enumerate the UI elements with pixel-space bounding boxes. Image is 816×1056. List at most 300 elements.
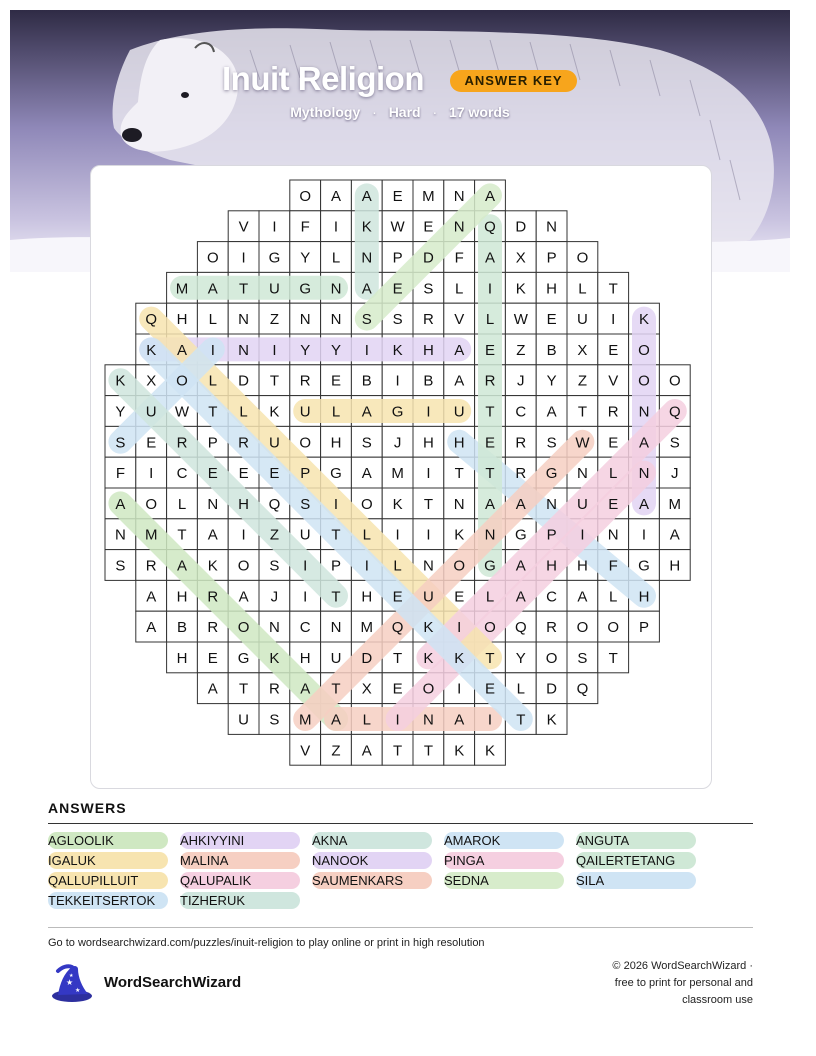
grid-letter: Q (668, 403, 681, 421)
grid-letter: H (546, 557, 558, 575)
grid-letter: A (484, 187, 496, 205)
grid-letter: J (671, 465, 679, 483)
grid-letter: M (391, 465, 404, 483)
grid-letter: T (608, 280, 618, 298)
grid-letter: I (395, 526, 400, 544)
grid-letter: E (392, 680, 403, 698)
grid-letter: A (115, 495, 126, 513)
grid-letter: N (638, 403, 650, 421)
grid-letter: X (577, 341, 588, 359)
grid-letter: T (577, 403, 587, 421)
grid-letter: N (484, 526, 496, 544)
grid-letter: R (299, 372, 311, 390)
grid-letter: E (392, 280, 403, 298)
grid-letter: N (330, 280, 342, 298)
grid-letter: L (516, 680, 525, 698)
grid-letter: I (303, 557, 308, 575)
grid-letter: A (515, 588, 526, 606)
grid-letter: H (422, 341, 434, 359)
answer-item (576, 872, 696, 889)
answer-item (576, 852, 696, 869)
answer-item (48, 872, 168, 889)
svg-text:★: ★ (75, 988, 81, 994)
grid-letter: L (362, 711, 371, 729)
grid-letter: L (609, 465, 618, 483)
grid-letter: X (515, 249, 526, 267)
grid-letter: K (454, 742, 465, 760)
grid-letter: U (422, 588, 434, 606)
grid-letter: T (485, 465, 495, 483)
grid-letter: I (149, 465, 154, 483)
grid-letter: A (330, 187, 342, 205)
grid-letter: M (360, 619, 374, 637)
answer-word: QALUPALIK (180, 873, 252, 888)
grid-letter: O (299, 434, 312, 452)
grid-letter: N (453, 187, 465, 205)
grid-letter: M (298, 711, 312, 729)
grid-letter: B (546, 341, 557, 359)
grid-letter: G (514, 526, 527, 544)
grid-letter: J (393, 434, 402, 452)
grid-letter: O (299, 187, 312, 205)
grid-letter: A (146, 588, 157, 606)
grid-letter: E (484, 680, 496, 698)
grid-letter: H (176, 649, 188, 667)
grid-letter: T (393, 742, 403, 760)
grid-letter: A (515, 557, 526, 575)
answer-item (48, 892, 168, 909)
grid-letter: N (330, 619, 342, 637)
grid-letter: Y (515, 649, 526, 667)
footer-divider (48, 927, 753, 928)
answer-word: TIZHERUK (180, 893, 245, 908)
grid-letter: T (331, 526, 341, 544)
grid-letter: B (176, 619, 188, 637)
grid-letter: T (177, 526, 187, 544)
grid-letter: A (207, 526, 218, 544)
answer-item (312, 852, 432, 869)
grid-letter: D (546, 680, 558, 698)
grid-letter: G (545, 465, 558, 483)
grid-letter: P (546, 526, 557, 544)
grid-letter: I (641, 526, 647, 544)
grid-letter: I (426, 526, 431, 544)
grid-letter: H (638, 588, 650, 606)
grid-letter: P (300, 465, 311, 483)
grid-letter: R (176, 434, 188, 452)
answer-word: AMAROK (444, 833, 501, 848)
grid-letter: O (145, 495, 158, 513)
footer-link[interactable]: Go to wordsearchwizard.com/puzzles/inuit-religion to play online or print in high resolution (48, 937, 485, 949)
grid-letter: E (392, 588, 403, 606)
grid-letter: U (268, 434, 280, 452)
answer-item (180, 852, 300, 869)
grid-letter: S (269, 557, 280, 575)
grid-letter: T (239, 680, 249, 698)
grid-letter: E (484, 341, 496, 359)
difficulty-label: Hard (388, 104, 421, 120)
answer-word: QALLUPILLUIT (48, 873, 139, 888)
answer-word: PINGA (444, 853, 485, 868)
grid-letter: S (115, 434, 126, 452)
grid-letter: N (422, 557, 434, 575)
grid-letter: A (484, 249, 496, 267)
grid-letter: E (608, 434, 619, 452)
grid-letter: E (454, 588, 465, 606)
grid-letter: A (330, 711, 342, 729)
grid-letter: S (300, 495, 311, 513)
grid-letter: N (607, 526, 619, 544)
grid-letter: O (576, 619, 589, 637)
grid-letter: I (487, 280, 493, 298)
grid-letter: D (238, 372, 250, 390)
grid-letter: U (238, 711, 250, 729)
grid-letter: Y (300, 249, 311, 267)
grid-letter: L (331, 249, 341, 267)
copyright-line: © 2026 WordSearchWizard · (612, 960, 753, 972)
grid-letter: U (330, 649, 342, 667)
answer-word: AHKIYYINI (180, 833, 245, 848)
grid-letter: S (361, 434, 372, 452)
grid-letter: S (269, 711, 280, 729)
grid-letter: N (546, 495, 558, 513)
grid-letter: A (238, 588, 249, 606)
grid-letter: H (576, 557, 588, 575)
grid-letter: K (361, 218, 372, 236)
grid-letter: T (331, 588, 341, 606)
grid-letter: R (145, 557, 157, 575)
grid-letter: R (238, 434, 250, 452)
grid-letter: L (485, 588, 495, 606)
grid-letter: U (576, 495, 588, 513)
grid-letter: R (515, 465, 527, 483)
grid-letter: K (638, 311, 650, 329)
grid-letter: A (638, 495, 650, 513)
grid-letter: N (576, 465, 588, 483)
grid-letter: F (115, 465, 125, 483)
grid-letter: T (393, 649, 403, 667)
answers-heading: ANSWERS (48, 800, 127, 816)
grid-letter: O (576, 249, 589, 267)
grid-letter: I (487, 711, 493, 729)
grid-letter: Z (516, 341, 526, 359)
grid-letter: K (454, 526, 465, 544)
grid-letter: Z (269, 311, 279, 329)
grid-letter: O (453, 557, 466, 575)
copyright (553, 958, 753, 1009)
grid-letter: E (423, 218, 434, 236)
grid-letter: R (607, 403, 619, 421)
grid-letter: C (299, 619, 311, 637)
grid-letter: B (361, 372, 372, 390)
grid-letter: H (546, 280, 558, 298)
grid-letter: N (207, 495, 219, 513)
grid-letter: E (608, 495, 619, 513)
grid-letter: V (300, 742, 311, 760)
grid-letter: A (146, 619, 157, 637)
answer-word: ANGUTA (576, 833, 630, 848)
grid-letter: A (361, 742, 372, 760)
grid-letter: A (361, 280, 372, 298)
grid-letter: G (330, 465, 342, 483)
grid-letter: Q (391, 619, 404, 637)
answer-item (180, 872, 300, 889)
answer-item (444, 852, 564, 869)
grid-letter: E (330, 372, 342, 390)
grid-letter: A (454, 372, 465, 390)
answer-item (48, 852, 168, 869)
answer-word: QAILERTETANG (576, 853, 676, 868)
grid-letter: O (237, 557, 250, 575)
grid-letter: O (638, 341, 650, 359)
grid-letter: E (207, 649, 218, 667)
grid-letter: S (361, 311, 372, 329)
grid-letter: N (299, 311, 311, 329)
grid-letter: R (207, 619, 219, 637)
grid-letter: I (241, 526, 246, 544)
answer-item (312, 832, 432, 849)
grid-letter: A (176, 557, 188, 575)
grid-letter: Z (331, 742, 341, 760)
category-label: Mythology (290, 104, 361, 120)
grid-letter: Q (576, 680, 589, 698)
answer-word: MALINA (180, 853, 229, 868)
grid-letter: X (361, 680, 372, 698)
grid-letter: H (176, 311, 188, 329)
word-count-label: 17 words (449, 104, 510, 120)
answer-word: SEDNA (444, 873, 489, 888)
grid-letter: H (669, 557, 681, 575)
grid-letter: T (516, 711, 526, 729)
answer-item (180, 832, 300, 849)
grid-letter: K (423, 649, 434, 667)
grid-letter: E (608, 341, 619, 359)
grid-letter: U (576, 311, 588, 329)
grid-letter: Z (577, 372, 587, 390)
grid-letter: Y (115, 403, 126, 421)
grid-letter: V (238, 218, 249, 236)
grid-letter: I (457, 680, 462, 698)
grid-letter: R (207, 588, 219, 606)
wizard-hat-icon (48, 963, 94, 1005)
grid-letter: O (484, 619, 496, 637)
grid-letter: N (453, 218, 465, 236)
answer-word: NANOOK (312, 853, 369, 868)
grid-letter: A (484, 495, 496, 513)
grid-letter: K (515, 280, 526, 298)
grid-letter: Q (514, 619, 527, 637)
grid-letter: P (392, 249, 403, 267)
grid-letter: H (422, 434, 434, 452)
brand-name: WordSearchWizard (104, 974, 242, 991)
svg-text:★: ★ (69, 973, 74, 979)
grid-letter: I (426, 465, 431, 483)
answer-item (444, 872, 564, 889)
grid-letter: R (268, 680, 280, 698)
grid-letter: G (237, 649, 250, 667)
grid-letter: L (578, 280, 587, 298)
grid-letter: I (241, 249, 246, 267)
answer-item (180, 892, 300, 909)
grid-letter: I (272, 341, 277, 359)
grid-letter: C (176, 465, 188, 483)
grid-letter: W (390, 218, 405, 236)
grid-letter: N (238, 311, 250, 329)
grid-letter: E (484, 434, 496, 452)
answer-word: AKNA (312, 833, 348, 848)
grid-letter: Q (145, 311, 158, 329)
grid-letter: O (668, 372, 681, 390)
grid-letter: R (484, 372, 496, 390)
grid-letter: L (239, 403, 248, 421)
grid-letter: A (176, 341, 188, 359)
grid-letter: A (515, 495, 526, 513)
grid-letter: K (484, 742, 496, 760)
grid-letter: S (115, 557, 126, 575)
grid-letter: N (453, 495, 465, 513)
grid-letter: E (238, 465, 249, 483)
grid-letter: U (299, 403, 311, 421)
grid-letter: O (545, 649, 558, 667)
grid-letter: I (303, 588, 308, 606)
answer-word: SAUMENKARS (312, 873, 404, 888)
grid-letter: K (454, 649, 465, 667)
grid-letter: K (269, 403, 280, 421)
grid-letter: Q (484, 218, 496, 236)
grid-letter: S (577, 649, 588, 667)
grid-letter: T (331, 680, 341, 698)
grid-letter: L (177, 495, 187, 513)
grid-letter: X (146, 372, 157, 390)
grid-letter: O (206, 249, 219, 267)
grid-letter: N (268, 619, 280, 637)
grid-letter: M (144, 526, 158, 544)
answer-key-badge: ANSWER KEY (450, 70, 577, 92)
grid-letter: I (395, 711, 400, 729)
answers-divider (48, 823, 753, 824)
grid-letter: Y (546, 372, 557, 390)
grid-letter: H (453, 434, 465, 452)
grid-letter: K (269, 649, 280, 667)
grid-letter: O (237, 619, 250, 637)
grid-letter: O (638, 372, 650, 390)
grid-letter: T (208, 403, 218, 421)
grid-letter: O (607, 619, 620, 637)
grid-letter: F (608, 557, 618, 575)
answer-word: SILA (576, 873, 605, 888)
grid-letter: A (454, 711, 465, 729)
grid-letter: A (361, 187, 372, 205)
grid-letter: W (174, 403, 190, 421)
svg-text:★: ★ (66, 978, 74, 987)
grid-letter: C (546, 588, 558, 606)
grid-letter: I (457, 619, 462, 637)
grid-letter: O (360, 495, 373, 513)
grid-letter: E (207, 465, 218, 483)
grid-letter: U (268, 280, 280, 298)
grid-letter: A (577, 588, 588, 606)
grid-letter: T (423, 742, 433, 760)
grid-letter: Y (300, 341, 311, 359)
answer-word: AGLOOLIK (48, 833, 114, 848)
grid-letter: G (268, 249, 281, 267)
grid-letter: M (175, 280, 189, 298)
grid-letter: L (455, 280, 464, 298)
grid-letter: S (546, 434, 557, 452)
grid-letter: U (453, 403, 465, 421)
grid-letter: A (546, 403, 557, 421)
grid-letter: R (546, 619, 558, 637)
grid-letter: R (515, 434, 527, 452)
grid-letter: F (300, 218, 310, 236)
grid-letter: A (454, 341, 465, 359)
grid-letter: V (608, 372, 619, 390)
grid-letter: L (485, 311, 495, 329)
grid-letter: O (176, 372, 188, 390)
grid-letter: N (546, 218, 558, 236)
grid-letter: K (392, 495, 403, 513)
grid-letter: L (609, 588, 618, 606)
grid-letter: A (207, 680, 218, 698)
grid-letter: L (362, 526, 371, 544)
answer-item (444, 832, 564, 849)
answer-word: IGALUK (48, 853, 96, 868)
grid-letter: I (364, 341, 369, 359)
grid-letter: J (517, 372, 525, 390)
grid-letter: U (145, 403, 157, 421)
grid-letter: G (638, 557, 650, 575)
grid-letter: K (546, 711, 557, 729)
grid-letter: T (608, 649, 618, 667)
grid-letter: I (210, 341, 215, 359)
grid-letter: N (638, 465, 650, 483)
grid-letter: N (238, 341, 250, 359)
grid-letter: W (513, 311, 528, 329)
answer-item (48, 832, 168, 849)
grid-letter: H (330, 434, 342, 452)
grid-letter: H (176, 588, 188, 606)
grid-letter: O (422, 680, 435, 698)
grid-letter: I (395, 372, 400, 390)
grid-letter: N (422, 711, 434, 729)
grid-letter: L (208, 372, 217, 390)
grid-letter: E (392, 187, 403, 205)
answers-section (48, 800, 753, 816)
grid-letter: K (423, 619, 434, 637)
grid-letter: T (423, 495, 433, 513)
grid-letter: A (207, 280, 218, 298)
grid-letter: A (361, 403, 372, 421)
grid-letter: P (638, 619, 650, 637)
grid-letter: H (299, 649, 311, 667)
grid-letter: B (423, 372, 434, 390)
grid-letter: T (485, 403, 495, 421)
grid-letter: G (391, 403, 404, 421)
grid-letter: D (422, 249, 434, 267)
grid-letter: E (269, 465, 280, 483)
copyright-line: free to print for personal and (614, 977, 753, 989)
grid-letter: P (330, 557, 342, 575)
grid-letter: N (114, 526, 126, 544)
answer-item (312, 872, 432, 889)
grid-letter: F (454, 249, 464, 267)
meta-separator: · (372, 104, 377, 120)
grid-letter: M (422, 187, 435, 205)
grid-letter: H (238, 495, 250, 513)
grid-letter: N (361, 249, 373, 267)
grid-letter: S (423, 280, 434, 298)
grid-letter: H (361, 588, 373, 606)
